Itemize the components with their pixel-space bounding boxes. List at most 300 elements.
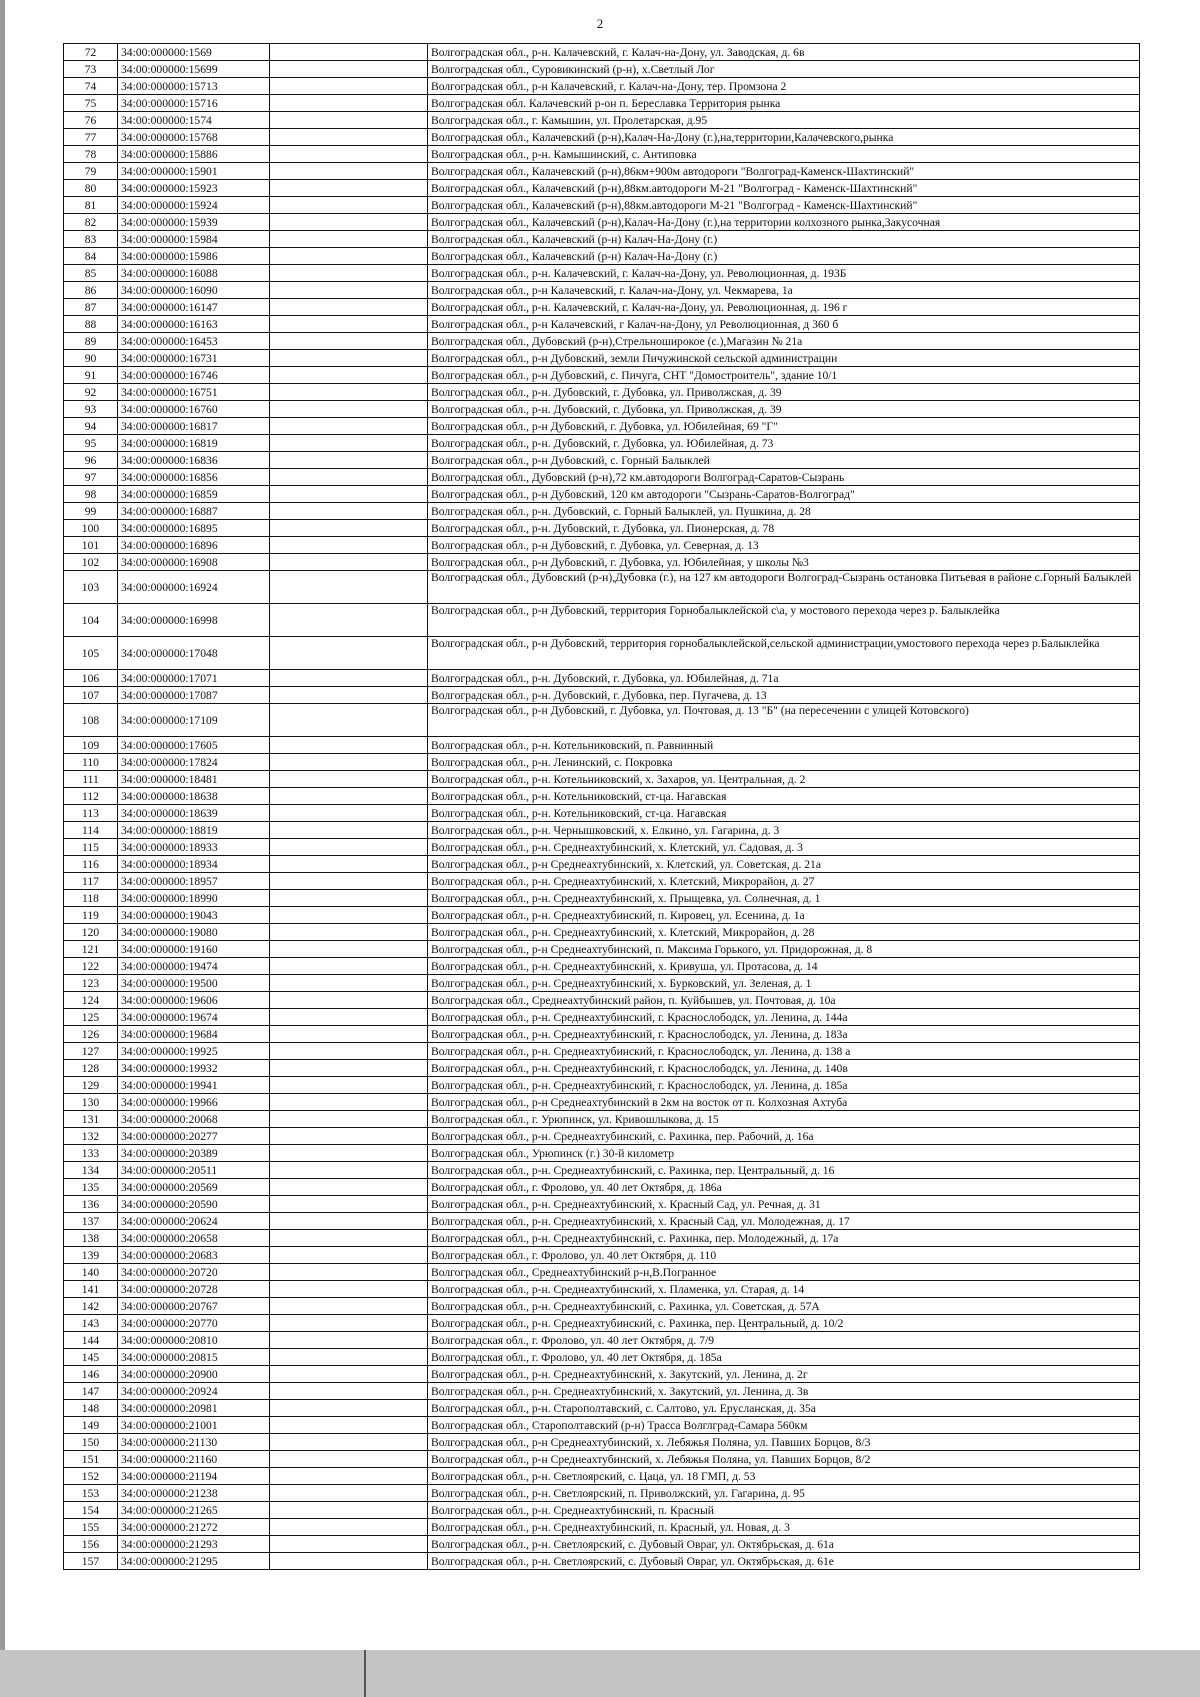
row-number-cell: 101 [64,537,118,554]
address-cell: Волгоградская обл., г. Фролово, ул. 40 лет Октября, д. 110 [428,1247,1140,1264]
table-row [64,333,1140,350]
row-number-cell: 83 [64,231,118,248]
row-number-cell: 78 [64,146,118,163]
cadastral-number-cell: 34:00:000000:19500 [118,975,270,992]
address-cell: Волгоградская обл., р-н. Камышинский, с. Антиповка [428,146,1140,163]
empty-cell [270,637,428,670]
cadastral-number-cell: 34:00:000000:16147 [118,299,270,316]
table-row [64,1332,1140,1349]
address-cell: Волгоградская обл., р-н. Дубовский, г. Дубовка, ул. Юбилейная, д. 71а [428,670,1140,687]
row-number-cell: 85 [64,265,118,282]
cadastral-number-cell: 34:00:000000:21194 [118,1468,270,1485]
address-cell: Волгоградская обл., Старополтавский (р-н) Трасса Волглград-Самара 560км [428,1417,1140,1434]
address-cell: Волгоградская обл., р-н. Среднеахтубинский, г. Краснослободск, ул. Ленина, д. 185а [428,1077,1140,1094]
table-row [64,637,1140,670]
row-number-cell: 84 [64,248,118,265]
cadastral-number-cell: 34:00:000000:19606 [118,992,270,1009]
empty-cell [270,958,428,975]
row-number-cell: 137 [64,1213,118,1230]
address-cell: Волгоградская обл., р-н. Среднеахтубинский, с. Рахинка, пер. Центральный, д. 10/2 [428,1315,1140,1332]
row-number-cell: 96 [64,452,118,469]
row-number-cell: 141 [64,1281,118,1298]
address-cell: Волгоградская обл., р-н. Среднеахтубинский, х. Закутский, ул. Ленина, д. 2г [428,1366,1140,1383]
empty-cell [270,1536,428,1553]
address-cell: Волгоградская обл., р-н Дубовский, г. Дубовка, ул. Юбилейная, 69 "Г" [428,418,1140,435]
row-number-cell: 130 [64,1094,118,1111]
table-row [64,924,1140,941]
empty-cell [270,1366,428,1383]
table-row [64,112,1140,129]
empty-cell [270,1060,428,1077]
cadastral-number-cell: 34:00:000000:20511 [118,1162,270,1179]
table-row [64,163,1140,180]
row-number-cell: 77 [64,129,118,146]
empty-cell [270,1553,428,1570]
cadastral-number-cell: 34:00:000000:20658 [118,1230,270,1247]
address-cell: Волгоградская обл., р-н. Дубовский, г. Дубовка, ул. Приволжская, д. 39 [428,384,1140,401]
table-row [64,316,1140,333]
cadastral-number-cell: 34:00:000000:19043 [118,907,270,924]
address-cell: Волгоградская обл., р-н Калачевский, г. Калач-на-Дону, тер. Промзона 2 [428,78,1140,95]
empty-cell [270,146,428,163]
address-cell: Волгоградская обл., Калачевский (р-н),Калач-На-Дону (г.),на,территории,Калачевского,рынка [428,129,1140,146]
address-cell: Волгоградская обл., р-н. Светлоярский, с. Дубовый Овраг, ул. Октябрьская, д. 61а [428,1536,1140,1553]
row-number-cell: 136 [64,1196,118,1213]
row-number-cell: 152 [64,1468,118,1485]
empty-cell [270,95,428,112]
cadastral-number-cell: 34:00:000000:21265 [118,1502,270,1519]
cadastral-number-cell: 34:00:000000:16760 [118,401,270,418]
address-cell: Волгоградская обл., р-н Дубовский, г. Дубовка, ул. Северная, д. 13 [428,537,1140,554]
cadastral-number-cell: 34:00:000000:20770 [118,1315,270,1332]
cadastral-number-cell: 34:00:000000:20590 [118,1196,270,1213]
address-cell: Волгоградская обл., р-н Среднеахтубинский, п. Максима Горького, ул. Придорожная, д. 8 [428,941,1140,958]
empty-cell [270,1468,428,1485]
address-cell: Волгоградская обл., р-н Среднеахтубинский в 2км на восток от п. Колхозная Ахтуба [428,1094,1140,1111]
address-cell: Волгоградская обл. Калачевский р-он п. Береславка Территория рынка [428,95,1140,112]
row-number-cell: 126 [64,1026,118,1043]
row-number-cell: 100 [64,520,118,537]
table-row [64,214,1140,231]
empty-cell [270,1383,428,1400]
row-number-cell: 104 [64,604,118,637]
table-row [64,1485,1140,1502]
row-number-cell: 132 [64,1128,118,1145]
cadastral-number-cell: 34:00:000000:16836 [118,452,270,469]
cadastral-number-cell: 34:00:000000:16453 [118,333,270,350]
cadastral-number-cell: 34:00:000000:15984 [118,231,270,248]
cadastral-number-cell: 34:00:000000:15923 [118,180,270,197]
cadastral-number-cell: 34:00:000000:21001 [118,1417,270,1434]
table-row [64,839,1140,856]
row-number-cell: 97 [64,469,118,486]
empty-cell [270,992,428,1009]
table-row [64,975,1140,992]
row-number-cell: 102 [64,554,118,571]
cadastral-number-cell: 34:00:000000:20683 [118,1247,270,1264]
address-cell: Волгоградская обл., Калачевский (р-н),88км.автодороги М-21 "Волгоград - Каменск-Шахтинский" [428,197,1140,214]
address-cell: Волгоградская обл., г. Фролово, ул. 40 лет Октября, д. 186а [428,1179,1140,1196]
cadastral-number-cell: 34:00:000000:20900 [118,1366,270,1383]
row-number-cell: 149 [64,1417,118,1434]
cadastral-number-cell: 34:00:000000:15901 [118,163,270,180]
empty-cell [270,975,428,992]
row-number-cell: 86 [64,282,118,299]
table-row [64,670,1140,687]
address-cell: Волгоградская обл., р-н. Ленинский, с. Покровка [428,754,1140,771]
cadastral-number-cell: 34:00:000000:16856 [118,469,270,486]
empty-cell [270,333,428,350]
empty-cell [270,452,428,469]
empty-cell [270,554,428,571]
cadastral-number-cell: 34:00:000000:20068 [118,1111,270,1128]
table-row [64,604,1140,637]
table-row [64,992,1140,1009]
cadastral-number-cell: 34:00:000000:16817 [118,418,270,435]
cadastral-number-cell: 34:00:000000:19674 [118,1009,270,1026]
table-row [64,265,1140,282]
table-row [64,1553,1140,1570]
empty-cell [270,163,428,180]
cadastral-number-cell: 34:00:000000:17824 [118,754,270,771]
row-number-cell: 135 [64,1179,118,1196]
address-cell: Волгоградская обл., Калачевский (р-н) Калач-На-Дону (г.) [428,231,1140,248]
address-cell: Волгоградская обл., р-н. Котельниковский, ст-ца. Нагавская [428,788,1140,805]
cadastral-number-cell: 34:00:000000:16751 [118,384,270,401]
empty-cell [270,1213,428,1230]
cadastral-number-cell: 34:00:000000:20569 [118,1179,270,1196]
row-number-cell: 114 [64,822,118,839]
row-number-cell: 88 [64,316,118,333]
empty-cell [270,771,428,788]
empty-cell [270,1281,428,1298]
row-number-cell: 133 [64,1145,118,1162]
address-cell: Волгоградская обл., р-н Дубовский, с. Пичуга, СНТ "Домостроитель", здание 10/1 [428,367,1140,384]
address-cell: Волгоградская обл., р-н Калачевский, г. Калач-на-Дону, ул. Чекмарева, 1а [428,282,1140,299]
row-number-cell: 118 [64,890,118,907]
row-number-cell: 138 [64,1230,118,1247]
cadastral-number-cell: 34:00:000000:16746 [118,367,270,384]
table-row [64,1434,1140,1451]
cadastral-number-cell: 34:00:000000:21293 [118,1536,270,1553]
address-cell: Волгоградская обл., р-н. Среднеахтубинский, х. Красный Сад, ул. Речная, д. 31 [428,1196,1140,1213]
cadastral-number-cell: 34:00:000000:15699 [118,61,270,78]
empty-cell [270,231,428,248]
row-number-cell: 89 [64,333,118,350]
table-row [64,1502,1140,1519]
table-row [64,299,1140,316]
row-number-cell: 73 [64,61,118,78]
table-row [64,1111,1140,1128]
table-row [64,704,1140,737]
row-number-cell: 117 [64,873,118,890]
address-cell: Волгоградская обл., Калачевский (р-н),86км+900м автодороги "Волгоград-Каменск-Шахтинский" [428,163,1140,180]
address-cell: Волгоградская обл., г. Фролово, ул. 40 лет Октября, д. 185а [428,1349,1140,1366]
cadastral-number-cell: 34:00:000000:19966 [118,1094,270,1111]
table-row [64,1060,1140,1077]
empty-cell [270,907,428,924]
table-row [64,571,1140,604]
address-cell: Волгоградская обл., р-н. Среднеахтубинский, п. Красный, ул. Новая, д. 3 [428,1519,1140,1536]
table-row [64,958,1140,975]
address-cell: Волгоградская обл., р-н. Среднеахтубинский, х. Клетский, Микрорайон, д. 27 [428,873,1140,890]
empty-cell [270,571,428,604]
row-number-cell: 157 [64,1553,118,1570]
table-row [64,890,1140,907]
row-number-cell: 123 [64,975,118,992]
row-number-cell: 112 [64,788,118,805]
scan-mark [364,1650,366,1697]
cadastral-number-cell: 34:00:000000:21238 [118,1485,270,1502]
row-number-cell: 92 [64,384,118,401]
empty-cell [270,486,428,503]
empty-cell [270,687,428,704]
cadastral-number-cell: 34:00:000000:19941 [118,1077,270,1094]
cadastral-number-cell: 34:00:000000:16924 [118,571,270,604]
empty-cell [270,1451,428,1468]
cadastral-number-cell: 34:00:000000:16731 [118,350,270,367]
address-cell: Волгоградская обл., р-н. Среднеахтубинский, г. Краснослободск, ул. Ленина, д. 183а [428,1026,1140,1043]
row-number-cell: 75 [64,95,118,112]
cadastral-number-cell: 34:00:000000:16896 [118,537,270,554]
row-number-cell: 98 [64,486,118,503]
empty-cell [270,1315,428,1332]
cadastral-number-cell: 34:00:000000:20924 [118,1383,270,1400]
row-number-cell: 143 [64,1315,118,1332]
address-cell: Волгоградская обл., Дубовский (р-н),Стрельноширокое (с.),Магазин № 21а [428,333,1140,350]
cadastral-number-cell: 34:00:000000:15939 [118,214,270,231]
address-cell: Волгоградская обл., р-н. Среднеахтубинский, п. Кировец, ул. Есенина, д. 1а [428,907,1140,924]
empty-cell [270,316,428,333]
empty-cell [270,265,428,282]
table-row [64,282,1140,299]
register-table [63,43,1140,1570]
row-number-cell: 128 [64,1060,118,1077]
table-row [64,1383,1140,1400]
cadastral-number-cell: 34:00:000000:19474 [118,958,270,975]
table-row [64,1128,1140,1145]
scan-edge-left [0,0,5,1697]
cadastral-number-cell: 34:00:000000:18957 [118,873,270,890]
cadastral-number-cell: 34:00:000000:17071 [118,670,270,687]
row-number-cell: 81 [64,197,118,214]
empty-cell [270,1009,428,1026]
empty-cell [270,822,428,839]
address-cell: Волгоградская обл., р-н Среднеахтубинский, х. Лебяжья Поляна, ул. Павших Борцов, 8/3 [428,1434,1140,1451]
address-cell: Волгоградская обл., р-н. Чернышковский, х. Елкино, ул. Гагарина, д. 3 [428,822,1140,839]
empty-cell [270,520,428,537]
row-number-cell: 91 [64,367,118,384]
cadastral-number-cell: 34:00:000000:18934 [118,856,270,873]
empty-cell [270,788,428,805]
table-row [64,941,1140,958]
table-row [64,1417,1140,1434]
empty-cell [270,197,428,214]
address-cell: Волгоградская обл., р-н. Дубовский, г. Дубовка, ул. Пионерская, д. 78 [428,520,1140,537]
empty-cell [270,401,428,418]
row-number-cell: 93 [64,401,118,418]
address-cell: Волгоградская обл., р-н. Калачевский, г. Калач-на-Дону, ул. Революционная, д. 196 г [428,299,1140,316]
cadastral-number-cell: 34:00:000000:21295 [118,1553,270,1570]
cadastral-number-cell: 34:00:000000:16088 [118,265,270,282]
row-number-cell: 105 [64,637,118,670]
row-number-cell: 106 [64,670,118,687]
row-number-cell: 74 [64,78,118,95]
empty-cell [270,1043,428,1060]
empty-cell [270,1179,428,1196]
cadastral-number-cell: 34:00:000000:18638 [118,788,270,805]
row-number-cell: 131 [64,1111,118,1128]
cadastral-number-cell: 34:00:000000:15986 [118,248,270,265]
address-cell: Волгоградская обл., р-н. Среднеахтубинский, х. Прыщевка, ул. Солнечная, д. 1 [428,890,1140,907]
table-row [64,469,1140,486]
address-cell: Волгоградская обл., Калачевский (р-н),Калач-На-Дону (г.),на территории колхозного рынка,Закусочная [428,214,1140,231]
empty-cell [270,180,428,197]
address-cell: Волгоградская обл., р-н. Старополтавский, с. Салтово, ул. Ерусланская, д. 35а [428,1400,1140,1417]
empty-cell [270,1145,428,1162]
cadastral-number-cell: 34:00:000000:20728 [118,1281,270,1298]
address-cell: Волгоградская обл., р-н. Калачевский, г. Калач-на-Дону, ул. Заводская, д. 6в [428,44,1140,61]
address-cell: Волгоградская обл., р-н. Среднеахтубинский, с. Рахинка, пер. Рабочий, д. 16а [428,1128,1140,1145]
cadastral-number-cell: 34:00:000000:1569 [118,44,270,61]
address-cell: Волгоградская обл., р-н. Среднеахтубинский, г. Краснослободск, ул. Ленина, д. 138 а [428,1043,1140,1060]
address-cell: Волгоградская обл., р-н. Среднеахтубинский, х. Закутский, ул. Ленина, д. 3в [428,1383,1140,1400]
table-row [64,1468,1140,1485]
cadastral-number-cell: 34:00:000000:15768 [118,129,270,146]
empty-cell [270,1128,428,1145]
table-row [64,1026,1140,1043]
empty-cell [270,503,428,520]
cadastral-number-cell: 34:00:000000:20810 [118,1332,270,1349]
row-number-cell: 142 [64,1298,118,1315]
address-cell: Волгоградская обл., Калачевский (р-н),88км.автодороги М-21 "Волгоград - Каменск-Шахтинский" [428,180,1140,197]
address-cell: Волгоградская обл., р-н. Дубовский, с. Горный Балыклей, ул. Пушкина, д. 28 [428,503,1140,520]
cadastral-number-cell: 34:00:000000:15716 [118,95,270,112]
cadastral-number-cell: 34:00:000000:1574 [118,112,270,129]
table-row [64,418,1140,435]
cadastral-number-cell: 34:00:000000:21272 [118,1519,270,1536]
row-number-cell: 90 [64,350,118,367]
table-row [64,1043,1140,1060]
table-row [64,856,1140,873]
cadastral-number-cell: 34:00:000000:16859 [118,486,270,503]
empty-cell [270,754,428,771]
table-row [64,1094,1140,1111]
cadastral-number-cell: 34:00:000000:19080 [118,924,270,941]
table-row [64,1264,1140,1281]
row-number-cell: 154 [64,1502,118,1519]
table-row [64,907,1140,924]
row-number-cell: 113 [64,805,118,822]
row-number-cell: 80 [64,180,118,197]
table-row [64,1366,1140,1383]
row-number-cell: 147 [64,1383,118,1400]
address-cell: Волгоградская обл., Среднеахтубинский район, п. Куйбышев, ул. Почтовая, д. 10а [428,992,1140,1009]
address-cell: Волгоградская обл., р-н Дубовский, территория горнобалыклейской,сельской администрации,умостового перехода через р.Балыклейка [428,637,1140,670]
row-number-cell: 110 [64,754,118,771]
address-cell: Волгоградская обл., р-н. Котельниковский, х. Захаров, ул. Центральная, д. 2 [428,771,1140,788]
address-cell: Волгоградская обл., Калачевский (р-н) Калач-На-Дону (г.) [428,248,1140,265]
empty-cell [270,1519,428,1536]
address-cell: Волгоградская обл., р-н. Среднеахтубинский, с. Рахинка, пер. Центральный, д. 16 [428,1162,1140,1179]
empty-cell [270,890,428,907]
table-row [64,1230,1140,1247]
address-cell: Волгоградская обл., р-н. Светлоярский, п. Приволжский, ул. Гагарина, д. 95 [428,1485,1140,1502]
table-row [64,1349,1140,1366]
empty-cell [270,214,428,231]
cadastral-number-cell: 34:00:000000:19160 [118,941,270,958]
table-row [64,737,1140,754]
table-row [64,435,1140,452]
row-number-cell: 129 [64,1077,118,1094]
table-row [64,1281,1140,1298]
cadastral-number-cell: 34:00:000000:20624 [118,1213,270,1230]
row-number-cell: 111 [64,771,118,788]
row-number-cell: 72 [64,44,118,61]
table-row [64,350,1140,367]
empty-cell [270,435,428,452]
address-cell: Волгоградская обл., р-н. Среднеахтубинский, с. Рахинка, ул. Советская, д. 57А [428,1298,1140,1315]
table-row [64,401,1140,418]
row-number-cell: 120 [64,924,118,941]
empty-cell [270,1434,428,1451]
empty-cell [270,1264,428,1281]
empty-cell [270,1111,428,1128]
cadastral-number-cell: 34:00:000000:20767 [118,1298,270,1315]
row-number-cell: 127 [64,1043,118,1060]
register-table-body [64,44,1140,1570]
address-cell: Волгоградская обл., р-н. Среднеахтубинский, х. Пламенка, ул. Старая, д. 14 [428,1281,1140,1298]
table-row [64,129,1140,146]
row-number-cell: 144 [64,1332,118,1349]
empty-cell [270,248,428,265]
address-cell: Волгоградская обл., г. Камышин, ул. Пролетарская, д.95 [428,112,1140,129]
empty-cell [270,1094,428,1111]
address-cell: Волгоградская обл., р-н. Среднеахтубинский, с. Рахинка, пер. Молодежный, д. 17а [428,1230,1140,1247]
address-cell: Волгоградская обл., Дубовский (р-н),72 км.автодороги Волгоград-Саратов-Сызрань [428,469,1140,486]
empty-cell [270,537,428,554]
scan-edge-bottom [0,1650,1200,1697]
table-row [64,1162,1140,1179]
address-cell: Волгоградская обл., р-н. Светлоярский, с. Цаца, ул. 18 ГМП, д. 53 [428,1468,1140,1485]
empty-cell [270,839,428,856]
address-cell: Волгоградская обл., р-н Дубовский, с. Горный Балыклей [428,452,1140,469]
row-number-cell: 145 [64,1349,118,1366]
empty-cell [270,856,428,873]
empty-cell [270,112,428,129]
row-number-cell: 150 [64,1434,118,1451]
cadastral-number-cell: 34:00:000000:16998 [118,604,270,637]
address-cell: Волгоградская обл., р-н. Среднеахтубинский, х. Кривуша, ул. Протасова, д. 14 [428,958,1140,975]
row-number-cell: 155 [64,1519,118,1536]
empty-cell [270,367,428,384]
cadastral-number-cell: 34:00:000000:21130 [118,1434,270,1451]
row-number-cell: 153 [64,1485,118,1502]
row-number-cell: 116 [64,856,118,873]
empty-cell [270,873,428,890]
row-number-cell: 119 [64,907,118,924]
empty-cell [270,604,428,637]
row-number-cell: 79 [64,163,118,180]
cadastral-number-cell: 34:00:000000:15713 [118,78,270,95]
address-cell: Волгоградская обл., Суровикинский (р-н), х.Светлый Лог [428,61,1140,78]
row-number-cell: 82 [64,214,118,231]
table-row [64,1213,1140,1230]
table-row [64,44,1140,61]
row-number-cell: 76 [64,112,118,129]
empty-cell [270,1026,428,1043]
table-row [64,1077,1140,1094]
